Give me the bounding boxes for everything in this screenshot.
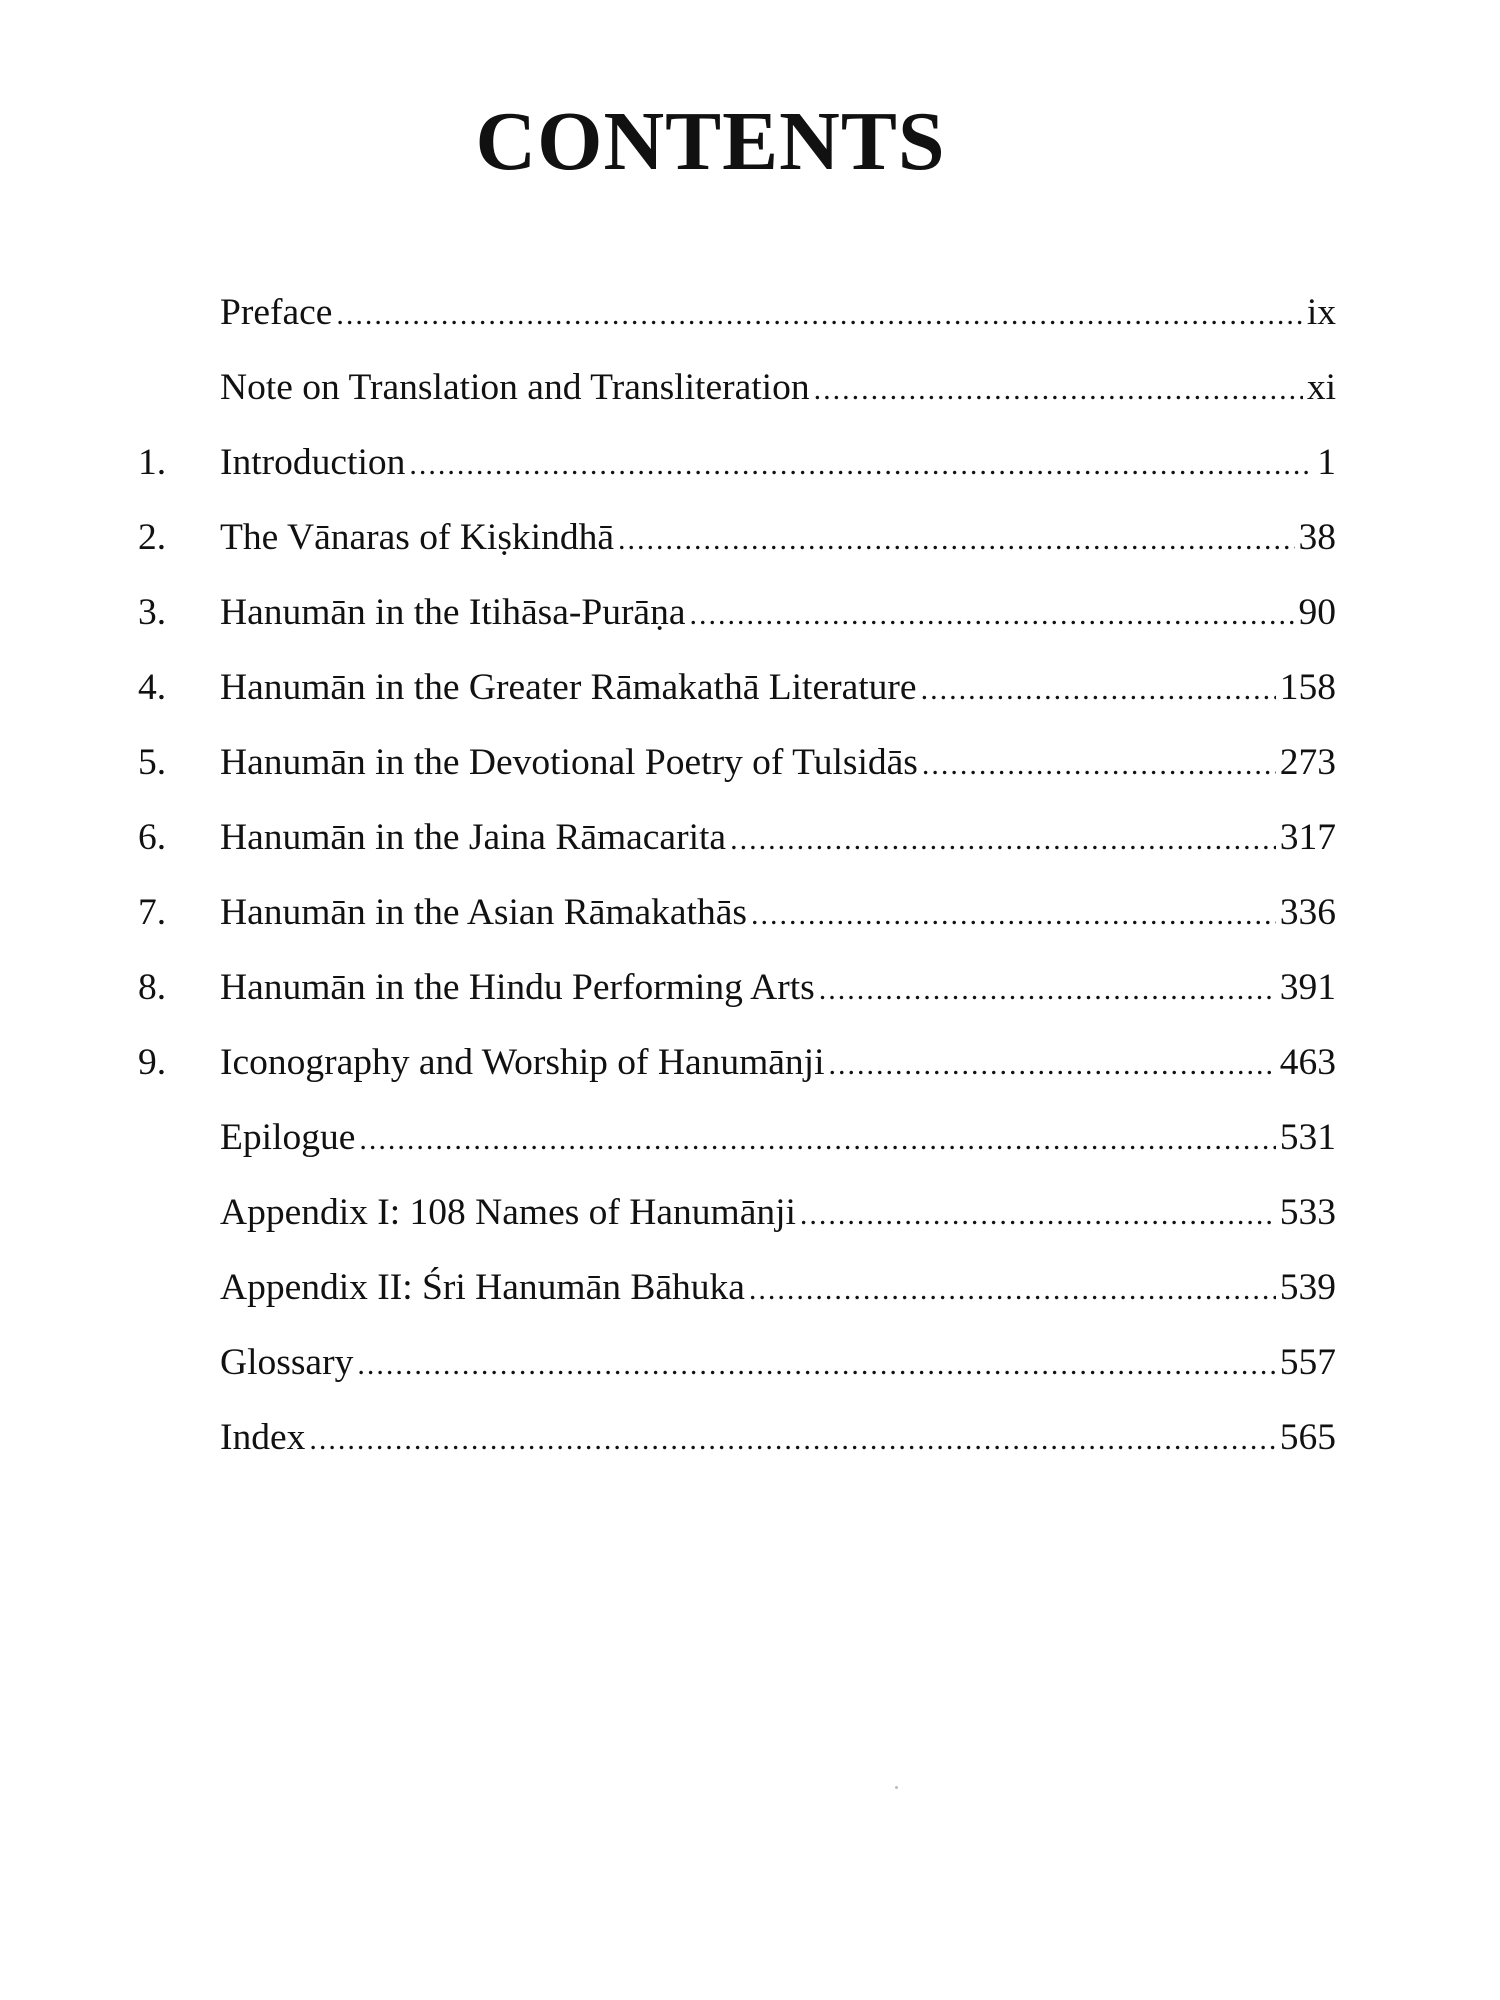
entry-number: 6.: [138, 817, 167, 858]
dot-leader: [751, 877, 1276, 952]
entry-number: 3.: [138, 592, 167, 633]
dot-leader: [357, 1327, 1275, 1402]
entry-title: Epilogue: [220, 1117, 356, 1158]
entry-page-number: 557: [1279, 1342, 1336, 1383]
entry-page-number: 531: [1279, 1117, 1336, 1158]
entry-title: Hanumān in the Itihāsa-Purāṇa: [220, 592, 686, 633]
entry-page-number: ix: [1306, 292, 1336, 333]
entry-page-number: xi: [1306, 367, 1336, 408]
toc-entry-epilogue: [134, 1100, 1336, 1175]
dot-leader: [800, 1177, 1276, 1252]
entry-title: Index: [220, 1417, 306, 1458]
entry-title: Hanumān in the Hindu Performing Arts: [220, 967, 815, 1008]
entry-title: Glossary: [220, 1342, 354, 1383]
entry-title: Appendix I: 108 Names of Hanumānji: [220, 1192, 796, 1233]
paper-speck: [895, 1786, 898, 1789]
toc-entry-glossary: [134, 1325, 1336, 1400]
dot-leader: [814, 352, 1303, 427]
entry-number: 9.: [138, 1042, 167, 1083]
toc-entry-chapter-3: [134, 575, 1336, 650]
toc-entry-chapter-4: [134, 650, 1336, 725]
entry-number: 8.: [138, 967, 167, 1008]
entry-number: 5.: [138, 742, 167, 783]
toc-entry-appendix-2: [134, 1250, 1336, 1325]
toc-entry-chapter-1: [134, 425, 1336, 500]
entry-page-number: 90: [1298, 592, 1336, 633]
toc-entry-preface: [134, 275, 1336, 350]
dot-leader: [749, 1252, 1276, 1327]
entry-title: Appendix II: Śri Hanumān Bāhuka: [220, 1267, 745, 1308]
entry-title: Hanumān in the Greater Rāmakathā Literature: [220, 667, 917, 708]
dot-leader: [409, 427, 1313, 502]
entry-page-number: 1: [1317, 442, 1336, 483]
entry-number: 4.: [138, 667, 167, 708]
toc-entry-index: [134, 1400, 1336, 1475]
entry-title: The Vānaras of Kiṣkindhā: [220, 517, 614, 558]
toc-entry-chapter-5: [134, 725, 1336, 800]
entry-page-number: 391: [1279, 967, 1336, 1008]
toc-entry-appendix-1: [134, 1175, 1336, 1250]
toc-entry-chapter-9: [134, 1025, 1336, 1100]
toc-entry-chapter-7: [134, 875, 1336, 950]
dot-leader: [618, 502, 1295, 577]
dot-leader: [819, 952, 1276, 1027]
entry-title: Hanumān in the Jaina Rāmacarita: [220, 817, 727, 858]
entry-page-number: 565: [1279, 1417, 1336, 1458]
table-of-contents: [134, 275, 1336, 1475]
toc-entry-chapter-8: [134, 950, 1336, 1025]
entry-page-number: 336: [1279, 892, 1336, 933]
dot-leader: [309, 1402, 1275, 1477]
entry-page-number: 38: [1298, 517, 1336, 558]
entry-title: Introduction: [220, 442, 406, 483]
toc-entry-note-on-translation: [134, 350, 1336, 425]
entry-page-number: 539: [1279, 1267, 1336, 1308]
dot-leader: [922, 727, 1276, 802]
entry-title: Preface: [220, 292, 333, 333]
dot-leader: [689, 577, 1294, 652]
dot-leader: [359, 1102, 1275, 1177]
entry-page-number: 158: [1279, 667, 1336, 708]
entry-title: Hanumān in the Devotional Poetry of Tulsidās: [220, 742, 918, 783]
toc-entry-chapter-2: [134, 500, 1336, 575]
dot-leader: [921, 652, 1276, 727]
entry-number: 2.: [138, 517, 167, 558]
dot-leader: [730, 802, 1276, 877]
toc-entry-chapter-6: [134, 800, 1336, 875]
dot-leader: [336, 277, 1302, 352]
entry-page-number: 533: [1279, 1192, 1336, 1233]
entry-page-number: 273: [1279, 742, 1336, 783]
dot-leader: [829, 1027, 1276, 1102]
page-title: CONTENTS: [475, 95, 946, 188]
entry-title: Hanumān in the Asian Rāmakathās: [220, 892, 747, 933]
entry-page-number: 463: [1279, 1042, 1336, 1083]
entry-title: Note on Translation and Transliteration: [220, 367, 810, 408]
entry-number: 1.: [138, 442, 167, 483]
entry-title: Iconography and Worship of Hanumānji: [220, 1042, 825, 1083]
entry-page-number: 317: [1279, 817, 1336, 858]
entry-number: 7.: [138, 892, 167, 933]
